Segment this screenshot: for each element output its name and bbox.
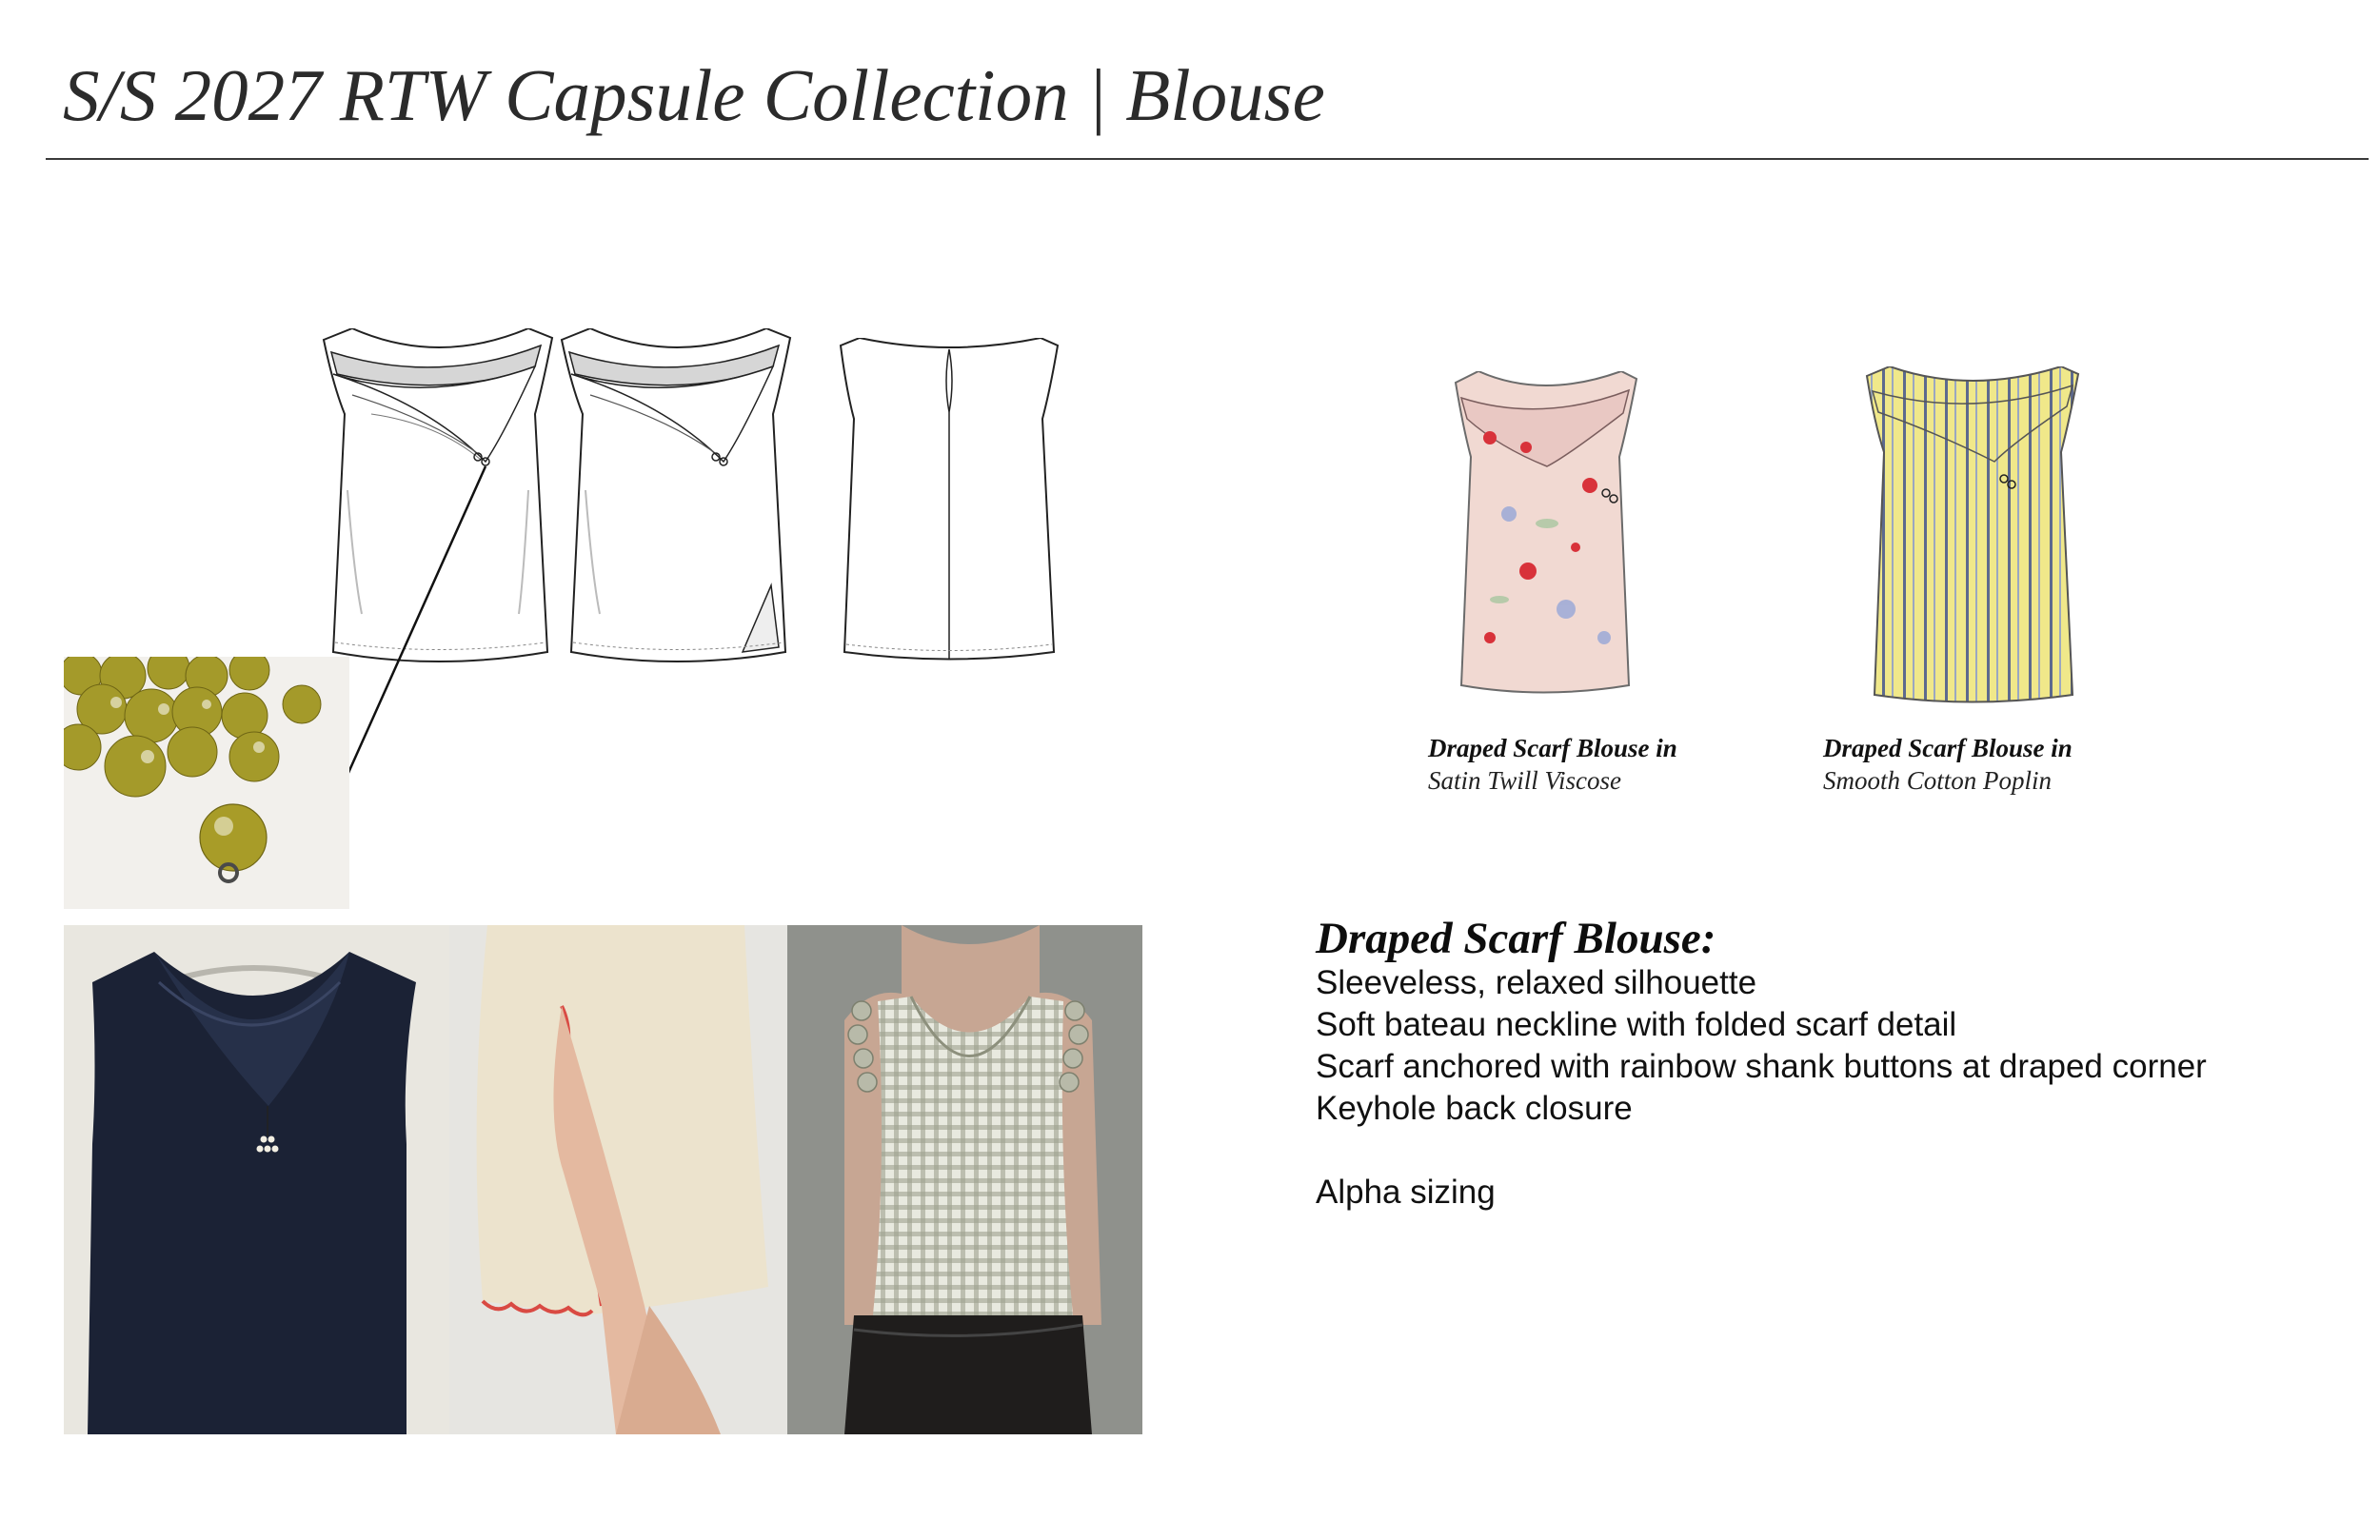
colorway-caption-1 (1428, 733, 1677, 798)
inspiration-photo-slit-skirt (449, 925, 787, 1434)
feature-line: Sleeveless, relaxed silhouette (1316, 964, 1757, 1002)
flat-sketch-front-slit (552, 328, 800, 671)
sizing-note: Alpha sizing (1316, 1174, 1496, 1212)
spacer (1316, 1130, 2344, 1172)
mustard-shank-button-photo (64, 657, 349, 909)
gingham-cowl-top-photo (787, 925, 1142, 1434)
feature-line: Keyhole back closure (1316, 1090, 1633, 1128)
colorway-caption-fabric: Satin Twill Viscose (1428, 765, 1622, 795)
title-divider (46, 158, 2369, 160)
blouse-back-flat-icon (833, 338, 1066, 666)
inspiration-photo-gingham-top (787, 925, 1142, 1434)
navy-cowl-top-photo (64, 925, 449, 1434)
product-description (1316, 916, 2344, 1214)
colorway-caption-title: Draped Scarf Blouse in (1428, 734, 1677, 762)
button-swatch-photo (64, 657, 349, 909)
blouse-front-slit-flat-icon (552, 328, 800, 671)
description-heading: Draped Scarf Blouse: (1316, 914, 1716, 963)
scalloped-slit-skirt-photo (449, 925, 787, 1434)
inspiration-photo-navy-top (64, 925, 449, 1434)
colorway-caption-fabric: Smooth Cotton Poplin (1823, 765, 2053, 795)
feature-line: Soft bateau neckline with folded scarf detail (1316, 1006, 1957, 1044)
colorway-illustration-stripe (1861, 366, 2085, 709)
colorway-caption-title: Draped Scarf Blouse in (1823, 734, 2073, 762)
page-title: S/S 2027 RTW Capsule Collection | Blouse (63, 54, 1325, 136)
feature-line: Scarf anchored with rainbow shank buttons at draped corner (1316, 1048, 2207, 1086)
colorway-caption-2 (1823, 733, 2073, 798)
colorway-illustration-floral (1452, 371, 1642, 704)
flat-sketch-back (833, 338, 1066, 666)
